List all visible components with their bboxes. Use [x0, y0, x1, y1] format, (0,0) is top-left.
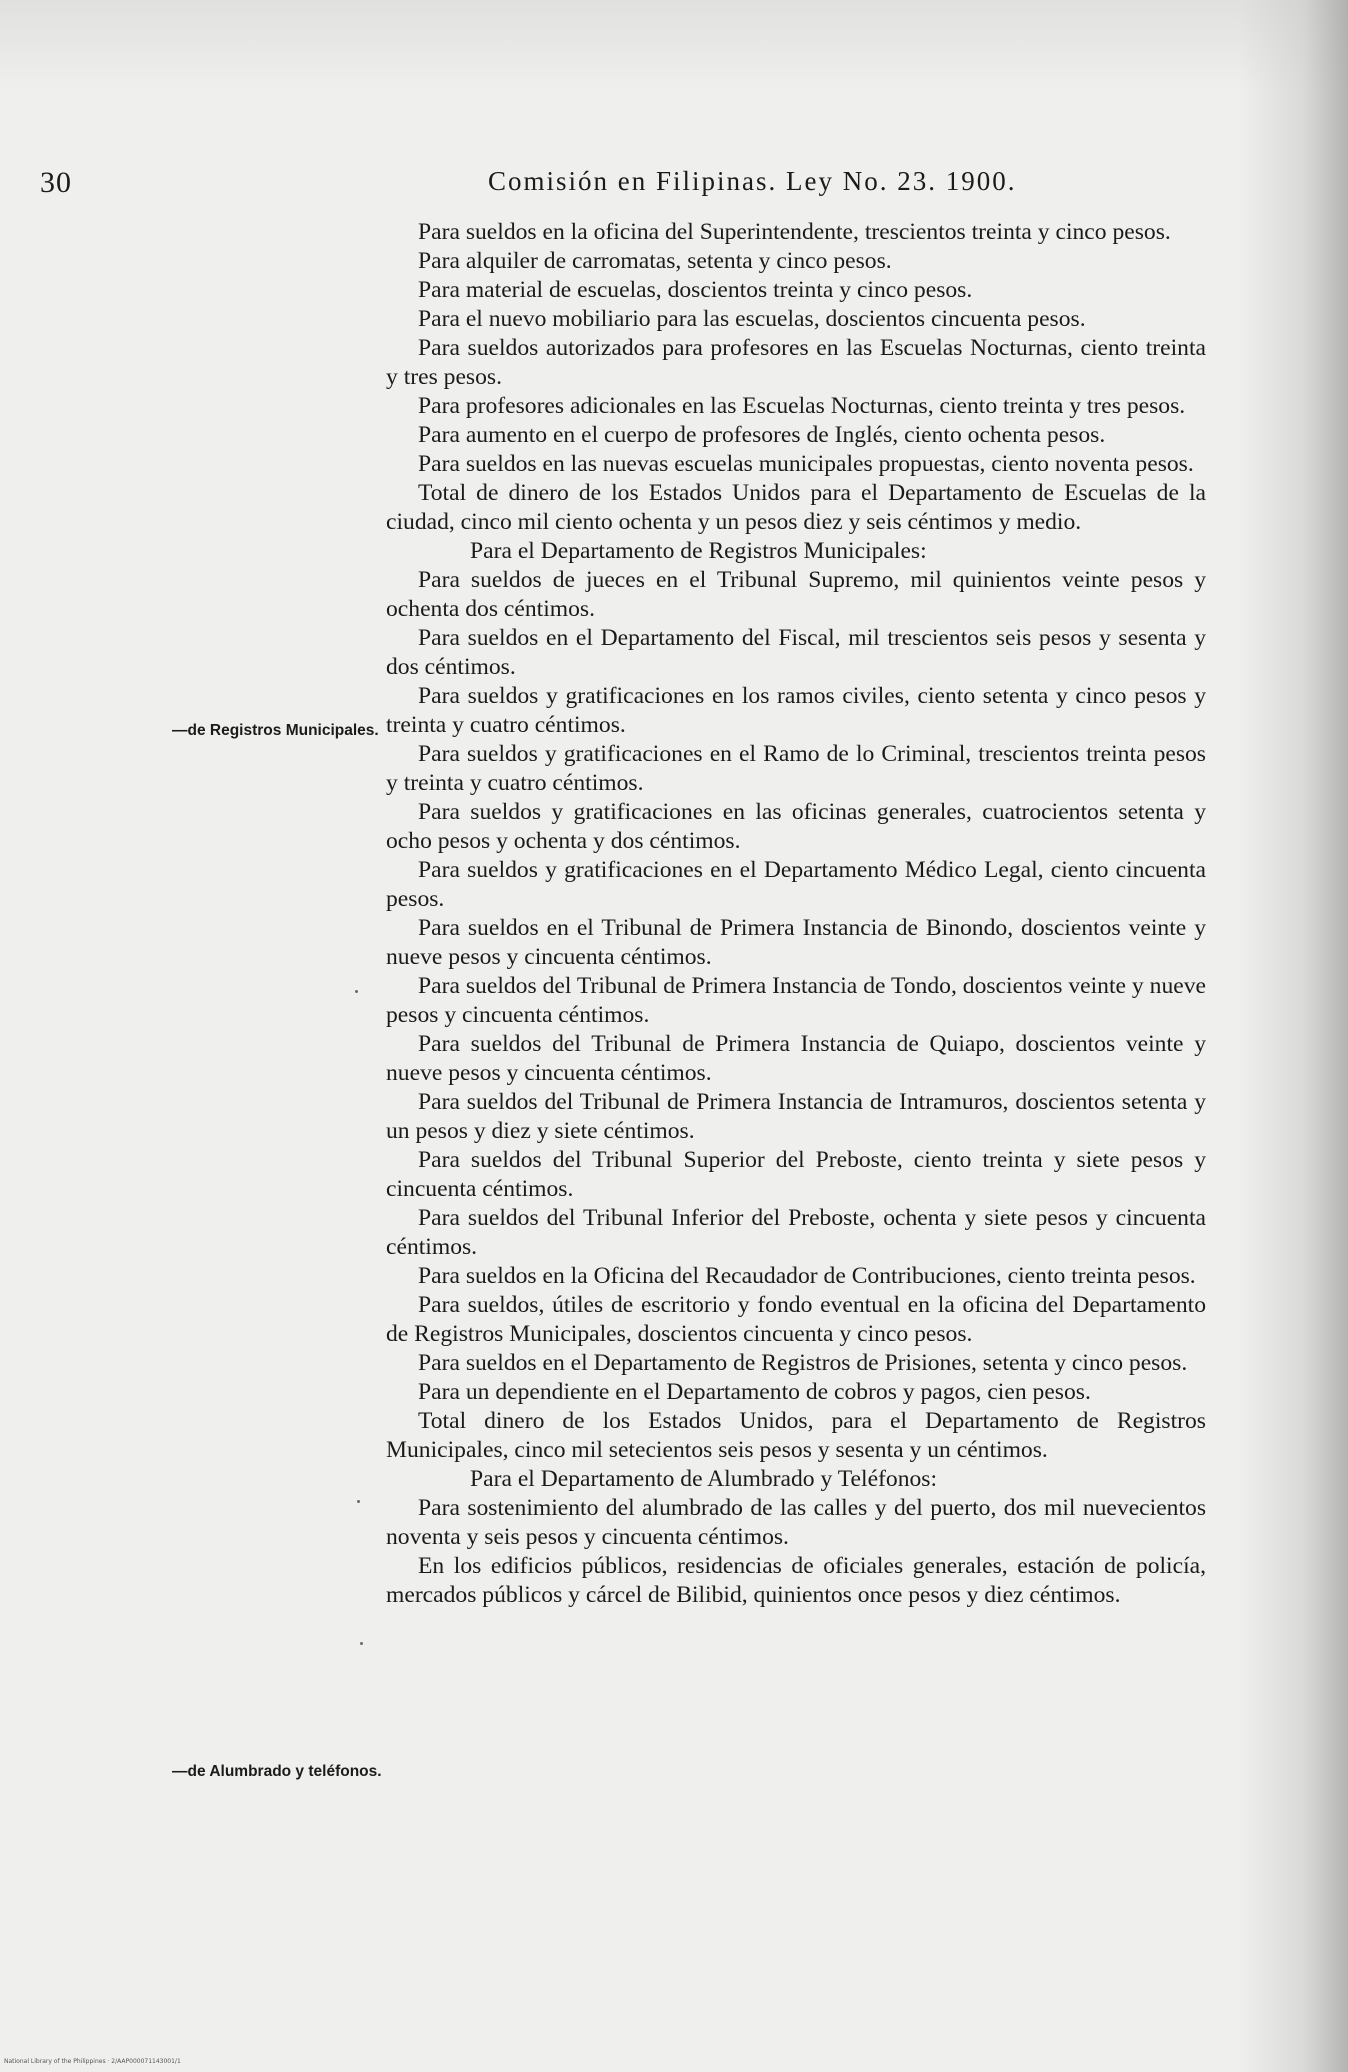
- department-heading: Para el Departamento de Registros Municipales:: [470, 538, 927, 564]
- margin-note-alumbrado: —de Alumbrado y teléfonos.: [172, 1763, 382, 1780]
- scan-speck: [357, 1500, 360, 1503]
- paragraph-total: Total de dinero de los Estados Unidos para el Departamento de Escuelas de la ciudad, cinco mil ciento ochenta y un pesos diez y seis céntimos y medio.: [386, 480, 1206, 535]
- page-number: 30: [40, 166, 72, 199]
- paragraph: Para sueldos del Tribunal de Primera Instancia de Tondo, doscientos veinte y nueve pesos y cincuenta céntimos.: [386, 973, 1206, 1028]
- paragraph: Para sueldos y gratificaciones en los ramos civiles, ciento setenta y cinco pesos y treinta y cuatro céntimos.: [386, 683, 1206, 738]
- scan-shadow-right: [1238, 0, 1348, 2072]
- scan-speck: [355, 990, 358, 993]
- paragraph-total: Total dinero de los Estados Unidos, para el Departamento de Registros Municipales, cinco mil setecientos seis pesos y sesenta y un céntimos.: [386, 1408, 1206, 1463]
- paragraph: Para sueldos autorizados para profesores en las Escuelas Nocturnas, ciento treinta y tres pesos.: [386, 335, 1206, 390]
- body-text: [386, 218, 1206, 1610]
- paragraph: Para sueldos en el Departamento del Fiscal, mil trescientos seis pesos y sesenta y dos céntimos.: [386, 625, 1206, 680]
- paragraph: Para sueldos del Tribunal Inferior del Preboste, ochenta y siete pesos y cincuenta céntimos.: [386, 1205, 1206, 1260]
- paragraph: Para sueldos del Tribunal de Primera Instancia de Quiapo, doscientos veinte y nueve pesos y cincuenta céntimos.: [386, 1031, 1206, 1086]
- paragraph: Para un dependiente en el Departamento de cobros y pagos, cien pesos.: [418, 1379, 1091, 1405]
- paragraph: Para alquiler de carromatas, setenta y cinco pesos.: [418, 248, 892, 274]
- paragraph: Para el nuevo mobiliario para las escuelas, doscientos cincuenta pesos.: [418, 306, 1086, 332]
- paragraph: Para sueldos y gratificaciones en las oficinas generales, cuatrocientos setenta y ocho pesos y ochenta y dos céntimos.: [386, 799, 1206, 854]
- paragraph: Para sueldos, útiles de escritorio y fondo eventual en la oficina del Departamento de Registros Municipales, doscientos cincuenta y cinco pesos.: [386, 1292, 1206, 1347]
- paragraph: Para sueldos del Tribunal de Primera Instancia de Intramuros, doscientos setenta y un pesos y diez y siete céntimos.: [386, 1089, 1206, 1144]
- paragraph: Para material de escuelas, doscientos treinta y cinco pesos.: [418, 277, 973, 303]
- paragraph: Para sueldos en el Tribunal de Primera Instancia de Binondo, doscientos veinte y nueve pesos y cincuenta céntimos.: [386, 915, 1206, 970]
- paragraph: En los edificios públicos, residencias de oficiales generales, estación de policía, mercados públicos y cárcel de Bilibid, quinientos once pesos y diez céntimos.: [386, 1553, 1206, 1608]
- paragraph: Para sueldos en las nuevas escuelas municipales propuestas, ciento noventa pesos.: [418, 451, 1194, 477]
- margin-note-registros: —de Registros Municipales.: [172, 722, 379, 739]
- paragraph: Para sueldos en la Oficina del Recaudador de Contribuciones, ciento treinta pesos.: [418, 1263, 1196, 1289]
- scan-footer: National Library of the Philippines · 2/AAP000071143001/1: [4, 2058, 181, 2065]
- department-heading: Para el Departamento de Alumbrado y Teléfonos:: [470, 1466, 938, 1492]
- paragraph: Para sueldos en el Departamento de Registros de Prisiones, setenta y cinco pesos.: [418, 1350, 1188, 1376]
- paragraph: Para sueldos y gratificaciones en el Ramo de lo Criminal, trescientos treinta pesos y treinta y cuatro céntimos.: [386, 741, 1206, 796]
- scan-shadow-top: [0, 0, 1348, 90]
- paragraph: Para sueldos de jueces en el Tribunal Supremo, mil quinientos veinte pesos y ochenta dos céntimos.: [386, 567, 1206, 622]
- paragraph: Para profesores adicionales en las Escuelas Nocturnas, ciento treinta y tres pesos.: [418, 393, 1186, 419]
- paragraph: Para sueldos y gratificaciones en el Departamento Médico Legal, ciento cincuenta pesos.: [386, 857, 1206, 912]
- scan-speck: [360, 1642, 363, 1645]
- paragraph: Para aumento en el cuerpo de profesores de Inglés, ciento ochenta pesos.: [418, 422, 1106, 448]
- paragraph: Para sueldos en la oficina del Superintendente, trescientos treinta y cinco pesos.: [418, 219, 1171, 245]
- running-head: Comisión en Filipinas. Ley No. 23. 1900.: [488, 166, 1017, 196]
- paragraph: Para sueldos del Tribunal Superior del Preboste, ciento treinta y siete pesos y cincuenta céntimos.: [386, 1147, 1206, 1202]
- paragraph: Para sostenimiento del alumbrado de las calles y del puerto, dos mil nuevecientos noventa y seis pesos y cincuenta céntimos.: [386, 1495, 1206, 1550]
